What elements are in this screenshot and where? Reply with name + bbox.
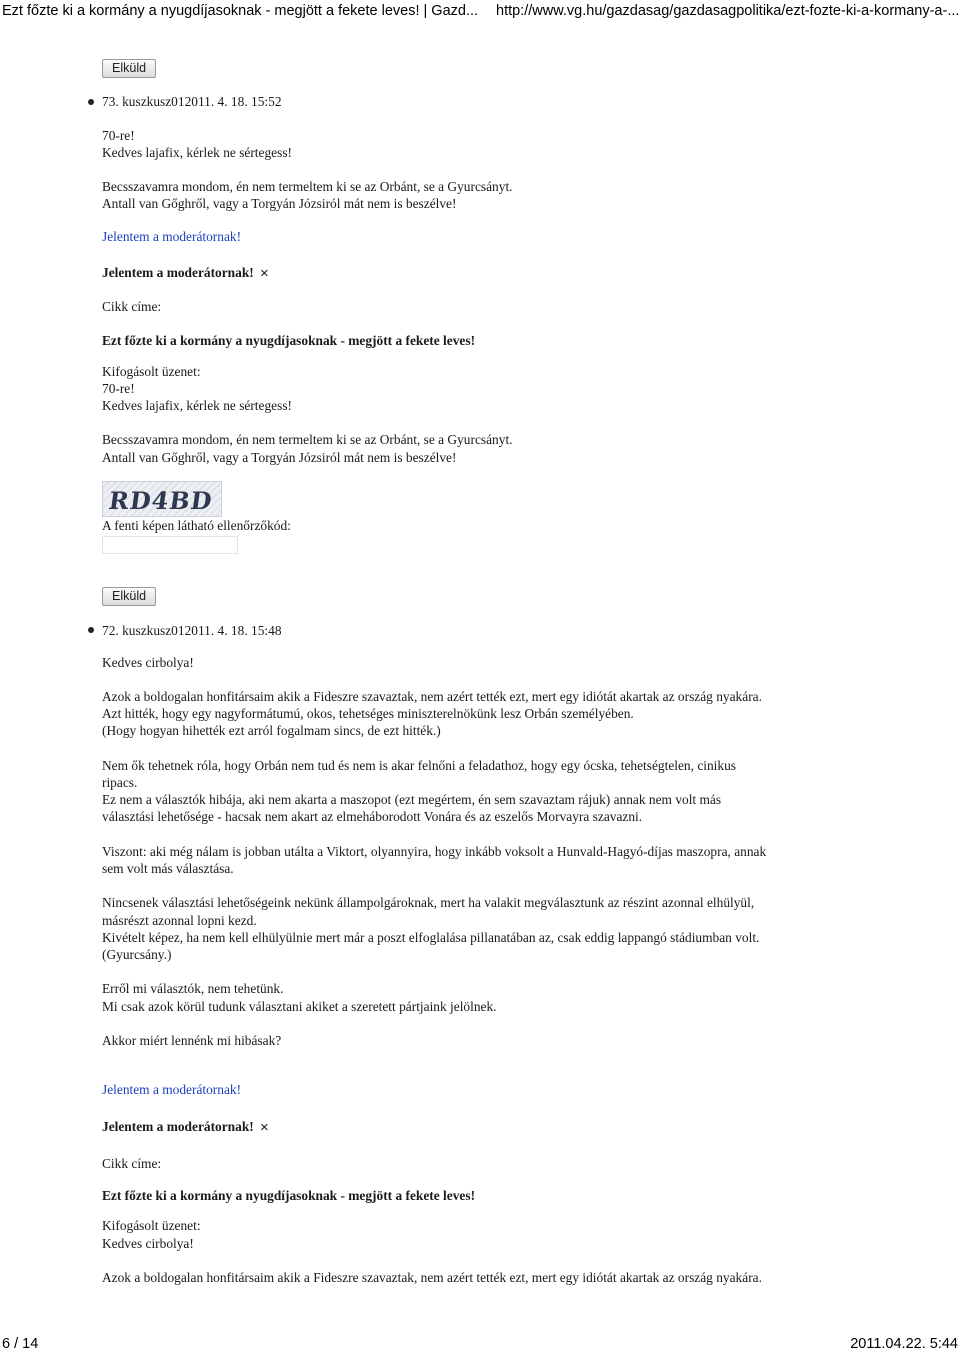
- comment-line: Erről mi választók, nem tehetünk.: [102, 981, 284, 996]
- comment-line: Becsszavamra mondom, én nem termeltem ki se az Orbánt, se a Gyurcsányt.: [102, 179, 513, 194]
- comment-line: Nincsenek választási lehetőségeink nekünk állampolgároknak, mert ha valakit megválasztunk az részint azonnal elhülyül,: [102, 895, 755, 910]
- comment-line: Viszont: aki még nálam is jobban utálta a Viktort, olyannyira, hogy inkább voksolt a Hunvald-Hagyó-díjas maszopra, annak: [102, 844, 767, 859]
- captcha-input[interactable]: [102, 536, 238, 554]
- comment-header: 72. kuszkusz012011. 4. 18. 15:48: [102, 623, 282, 638]
- comment-line: Azt hitték, hogy egy nagyformátumú, okos, tehetséges miniszterelnökünk lesz Orbán személyében.: [102, 706, 634, 721]
- bullet-icon: [88, 627, 94, 633]
- disputed-line: Antall van Gőghről, vagy a Torgyán Józsiról mát nem is beszélve!: [102, 450, 457, 465]
- comment-line: másrészt azonnal lopni kezd.: [102, 913, 257, 928]
- comment-header: 73. kuszkusz012011. 4. 18. 15:52: [102, 94, 282, 109]
- page-title: Ezt főzte ki a kormány a nyugdíjasoknak - megjött a fekete leves! | Gazd...: [2, 3, 479, 19]
- comment-line: Kivételt képez, ha nem kell elhülyülnie mert már a poszt elfoglalása pillanatában az, csak eddig lappangó stádiumban volt.: [102, 930, 760, 945]
- comment-line: Antall van Gőghről, vagy a Torgyán Józsiról mát nem is beszélve!: [102, 196, 457, 211]
- disputed-line: Becsszavamra mondom, én nem termeltem ki se az Orbánt, se a Gyurcsányt.: [102, 432, 513, 447]
- disputed-line: Kedves cirbolya!: [102, 1236, 194, 1251]
- bullet-icon: [88, 99, 94, 105]
- comment-line: Azok a boldogalan honfitársaim akik a Fideszre szavaztak, nem azért tették ezt, mert egy idiótát akartak az ország nyakára.: [102, 689, 762, 704]
- print-footer: [0, 1334, 960, 1356]
- close-icon[interactable]: ✕: [259, 1122, 269, 1134]
- report-heading-label: Jelentem a moderátornak!: [102, 265, 254, 280]
- comment-line: ripacs.: [102, 775, 138, 790]
- report-link[interactable]: Jelentem a moderátornak!: [102, 229, 242, 244]
- close-icon[interactable]: ✕: [259, 268, 269, 280]
- page-number: 6 / 14: [2, 1336, 39, 1352]
- captcha-label: A fenti képen látható ellenőrzőkód:: [102, 518, 291, 533]
- report-heading: [102, 264, 269, 283]
- comment-line: Akkor miért lennénk mi hibásak?: [102, 1033, 282, 1048]
- report-heading: [102, 1118, 269, 1137]
- disputed-label: Kifogásolt üzenet:: [102, 1218, 201, 1233]
- comment-line: választási lehetősége - hacsak nem akart az elmeháborodott Vonára és az eszelős Morvayra szavazni.: [102, 809, 643, 824]
- print-date: 2011.04.22. 5:44: [850, 1336, 958, 1352]
- comment-line: (Gyurcsány.): [102, 947, 172, 962]
- report-link[interactable]: Jelentem a moderátornak!: [102, 1082, 242, 1097]
- comment-line: 70-re!: [102, 128, 135, 143]
- comment-line: Kedves lajafix, kérlek ne sértegess!: [102, 145, 292, 160]
- send-button[interactable]: Elküld: [102, 59, 156, 78]
- comment-line: sem volt más választása.: [102, 861, 234, 876]
- article-title: Ezt főzte ki a kormány a nyugdíjasoknak - megjött a fekete leves!: [102, 333, 476, 348]
- article-title: Ezt főzte ki a kormány a nyugdíjasoknak - megjött a fekete leves!: [102, 1188, 476, 1203]
- article-title-label: Cikk címe:: [102, 1156, 162, 1171]
- comment-line: Ez nem a választók hibája, aki nem akarta a maszopot (ezt megértem, én sem szavaztam rájuk) annak nem volt más: [102, 792, 722, 807]
- disputed-label: Kifogásolt üzenet:: [102, 364, 201, 379]
- disputed-line: Kedves lajafix, kérlek ne sértegess!: [102, 398, 292, 413]
- comment-line: Mi csak azok körül tudunk választani akiket a szeretett pártjaink jelölnek.: [102, 999, 497, 1014]
- send-button[interactable]: Elküld: [102, 587, 156, 606]
- disputed-line: 70-re!: [102, 381, 135, 396]
- comment-line: Nem ők tehetnek róla, hogy Orbán nem tud és nem is akar felnőni a feladathoz, hogy egy ócska, tehetségtelen, cinikus: [102, 758, 736, 773]
- article-title-label: Cikk címe:: [102, 299, 162, 314]
- disputed-line: Azok a boldogalan honfitársaim akik a Fideszre szavaztak, nem azért tették ezt, mert egy idiótát akartak az ország nyakára.: [102, 1270, 762, 1285]
- print-header: [0, 0, 960, 26]
- captcha-text: RD4BD: [106, 486, 215, 515]
- page-url: http://www.vg.hu/gazdasag/gazdasagpolitika/ezt-fozte-ki-a-kormany-a-...: [496, 3, 960, 19]
- comment-line: (Hogy hogyan hihették ezt arról fogalmam sincs, de ezt hitték.): [102, 723, 441, 738]
- captcha-image: [102, 481, 222, 517]
- comment-line: Kedves cirbolya!: [102, 655, 194, 670]
- report-heading-label: Jelentem a moderátornak!: [102, 1119, 254, 1134]
